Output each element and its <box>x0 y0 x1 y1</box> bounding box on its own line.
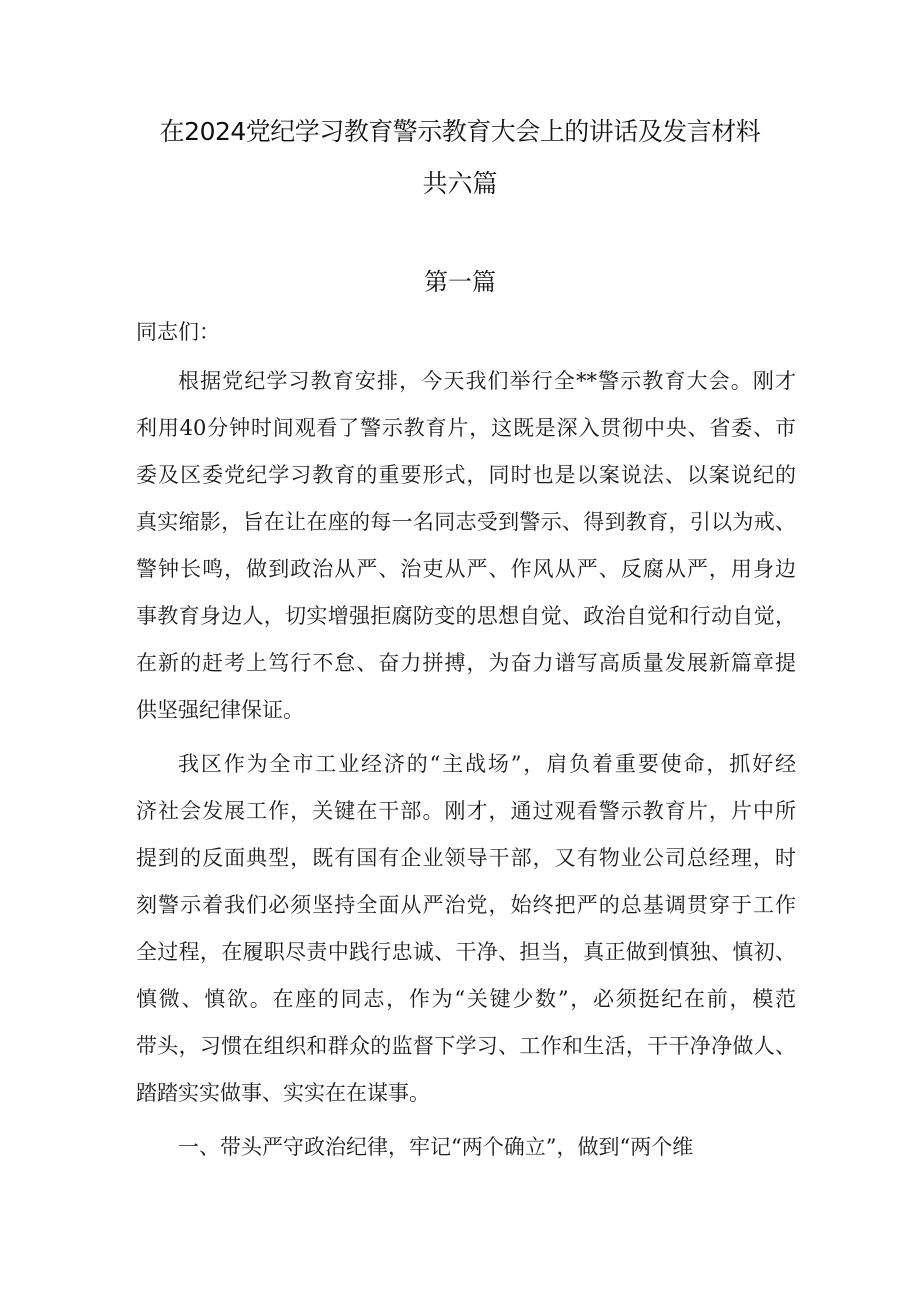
paragraph-1-line-7: 在新的赶考上笃行不怠、奋力拼搏，为奋力谱写高质量发展新篇章提 <box>136 651 796 675</box>
paragraph-1-line-1: 根据党纪学习教育安排，今天我们举行全**警示教育大会。刚才 <box>178 369 796 393</box>
paragraph-2-line-4: 刻警示着我们必须坚持全面从严治党，始终把严的总基调贯穿于工作 <box>136 893 796 917</box>
paragraph-1-line-4: 真实缩影，旨在让在座的每一名同志受到警示、得到教育，引以为戒、 <box>136 510 796 534</box>
section-heading: 第一篇 <box>424 268 496 296</box>
paragraph-1-line-6: 事教育身边人，切实增强拒腐防变的思想自觉、政治自觉和行动自觉， <box>136 604 796 628</box>
document-subtitle: 共六篇 <box>422 169 498 198</box>
subsection-heading-1: 一、带头严守政治纪律，牢记“两个确立”，做到“两个维 <box>178 1135 694 1159</box>
paragraph-2-line-8: 踏踏实实做事、实实在在谋事。 <box>136 1081 430 1105</box>
paragraph-2-line-2: 济社会发展工作，关键在干部。刚才，通过观看警示教育片，片中所 <box>136 799 796 823</box>
paragraph-2-line-5: 全过程，在履职尽责中践行忠诚、干净、担当，真正做到慎独、慎初、 <box>136 940 796 964</box>
paragraph-2-line-1: 我区作为全市工业经济的“主战场”，肩负着重要使命，抓好经 <box>178 752 796 776</box>
paragraph-1-line-8: 供坚强纪律保证。 <box>136 698 304 722</box>
paragraph-1-line-3: 委及区委党纪学习教育的重要形式，同时也是以案说法、以案说纪的 <box>136 463 796 487</box>
salutation: 同志们： <box>136 320 220 344</box>
paragraph-2-line-6: 慎微、慎欲。在座的同志，作为“关键少数”，必须挺纪在前，模范 <box>136 987 796 1011</box>
paragraph-1-line-2: 利用40分钟时间观看了警示教育片，这既是深入贯彻中央、省委、市 <box>136 416 796 440</box>
paragraph-2-line-3: 提到的反面典型，既有国有企业领导干部，又有物业公司总经理，时 <box>136 846 796 870</box>
document-title: 在2024党纪学习教育警示教育大会上的讲话及发言材料 <box>159 117 761 146</box>
paragraph-1-line-5: 警钟长鸣，做到政治从严、治吏从严、作风从严、反腐从严，用身边 <box>136 557 796 581</box>
paragraph-2-line-7: 带头，习惯在组织和群众的监督下学习、工作和生活，干干净净做人、 <box>136 1034 796 1058</box>
